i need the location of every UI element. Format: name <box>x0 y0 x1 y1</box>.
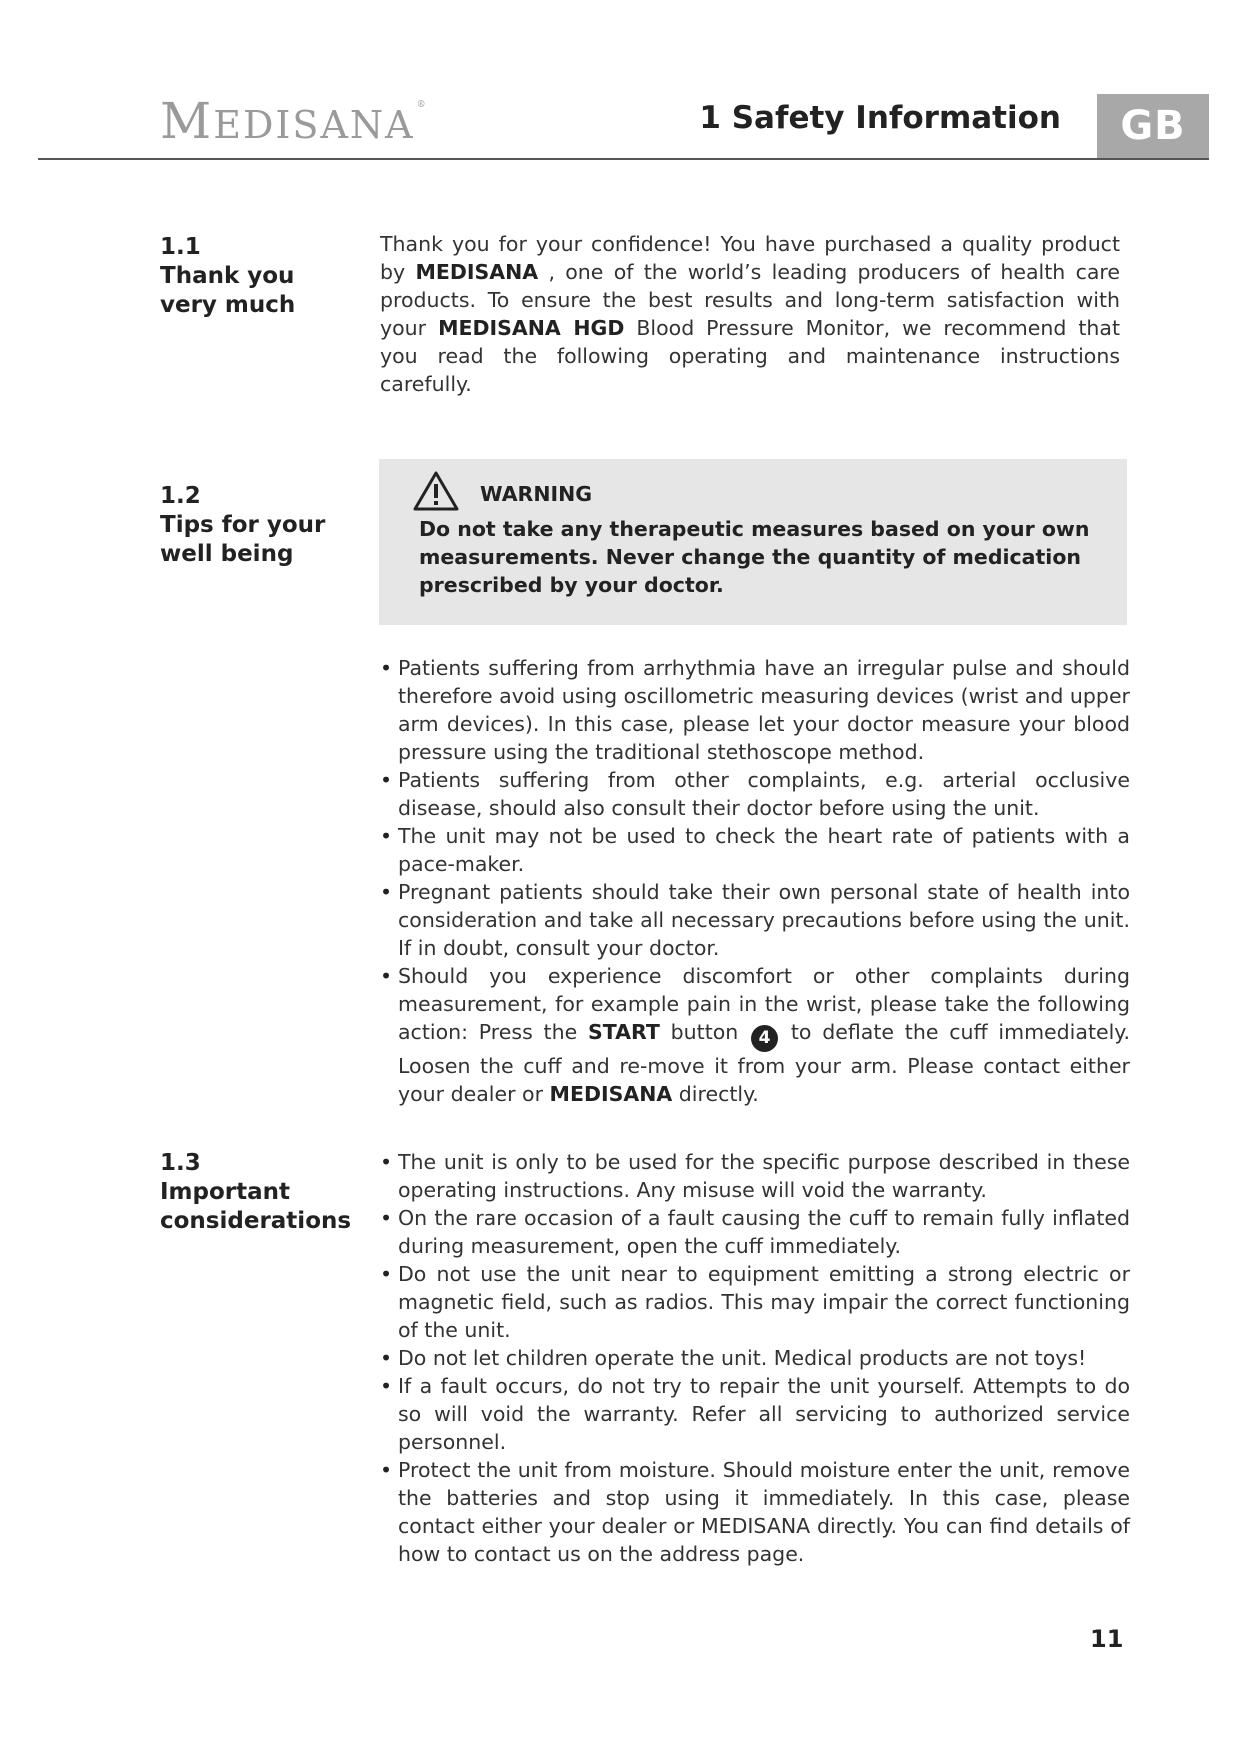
logo-registered-mark: ® <box>416 100 428 110</box>
language-tab: GB <box>1097 94 1209 158</box>
considerations-list <box>380 1148 1130 1568</box>
section-title-line: Thank you <box>160 263 295 289</box>
intro-text: Thank you for your confidence! You have purchased a quality product by <box>380 232 1120 284</box>
button-number-badge: 4 <box>751 1025 778 1052</box>
intro-text: Blood Pressure Monitor, we recommend that you read the following operating and maintenance instructions carefully. <box>380 316 1120 396</box>
list-item <box>380 962 1130 1108</box>
section-1-2-heading <box>160 482 325 569</box>
tips-list <box>380 654 1130 1108</box>
list-item: • Do not let children operate the unit. Medical products are not toys! <box>380 1344 1130 1372</box>
list-item: • On the rare occasion of a fault causing the cuff to remain fully inflated during measurement, open the cuff immediately. <box>380 1204 1130 1260</box>
list-item: • The unit is only to be used for the specific purpose described in these operating instructions. Any misuse will void the warranty. <box>380 1148 1130 1204</box>
warning-box <box>379 459 1127 625</box>
section-title-line: considerations <box>160 1208 352 1234</box>
page-title: 1 Safety Information <box>699 100 1061 136</box>
section-title-line: Important <box>160 1179 291 1205</box>
warning-title: WARNING <box>480 482 593 506</box>
section-1-3-heading <box>160 1149 351 1236</box>
list-item: • Pregnant patients should take their own personal state of health into consideration and take all necessary precautions before using the unit. If in doubt, consult your doctor. <box>380 878 1130 962</box>
list-item: • Patients suffering from other complaints, e.g. arterial occlusive disease, should also consult their doctor before using the unit. <box>380 766 1130 822</box>
page-number: 11 <box>1090 1625 1124 1653</box>
list-item: • Protect the unit from moisture. Should moisture enter the unit, remove the batteries and stop using it immediately. In this case, please contact either your dealer or MEDISANA directly. You can find details of how to contact us on the address page. <box>380 1456 1130 1568</box>
logo-rest: EDISANA <box>213 103 415 147</box>
intro-paragraph <box>380 230 1120 398</box>
list-item-text: to deflate the cuff immediately. Loosen the cuff and re-move it from your arm. Please contact either your dealer or <box>398 1020 1131 1106</box>
list-item: • The unit may not be used to check the heart rate of patients with a pace-maker. <box>380 822 1130 878</box>
section-1-1-heading <box>160 233 295 320</box>
brand-logo <box>160 92 428 150</box>
section-number: 1.3 <box>160 1150 201 1176</box>
section-title-line: very much <box>160 292 296 318</box>
brand-name: MEDISANA <box>415 260 539 284</box>
section-number: 1.2 <box>160 483 201 509</box>
list-item-text: button <box>659 1020 750 1044</box>
list-item: • Do not use the unit near to equipment emitting a strong electric or magnetic field, such as radios. This may impair the correct functioning of the unit. <box>380 1260 1130 1344</box>
start-label: START <box>588 1020 660 1044</box>
brand-name: MEDISANA <box>549 1081 673 1106</box>
warning-triangle-icon <box>413 471 459 511</box>
section-title-line: Tips for your <box>160 512 326 538</box>
list-item-text: directly. <box>672 1081 759 1106</box>
section-number: 1.1 <box>160 234 201 260</box>
list-item: • If a fault occurs, do not try to repair the unit yourself. Attempts to do so will void the warranty. Refer all servicing to authorized service personnel. <box>380 1372 1130 1456</box>
list-item-text: Should you experience discomfort or other complaints during measurement, for example pain in the wrist, please take the following action: Press the <box>398 964 1130 1044</box>
product-name: MEDISANA HGD <box>438 316 625 340</box>
section-title-line: well being <box>160 541 294 567</box>
intro-text: , one of the world’s leading producers of health care products. To ensure the best results and long-term satisfaction with your <box>380 260 1121 340</box>
list-item: • Patients suffering from arrhythmia have an irregular pulse and should therefore avoid using oscillometric measuring devices (wrist and upper arm devices). In this case, please let your doctor measure your blood pressure using the traditional stethoscope method. <box>380 654 1130 766</box>
header-divider <box>38 158 1209 160</box>
warning-text: Do not take any therapeutic measures based on your own measurements. Never change the quantity of medication prescribed by your doctor. <box>419 517 1090 597</box>
logo-initial: M <box>160 92 214 150</box>
